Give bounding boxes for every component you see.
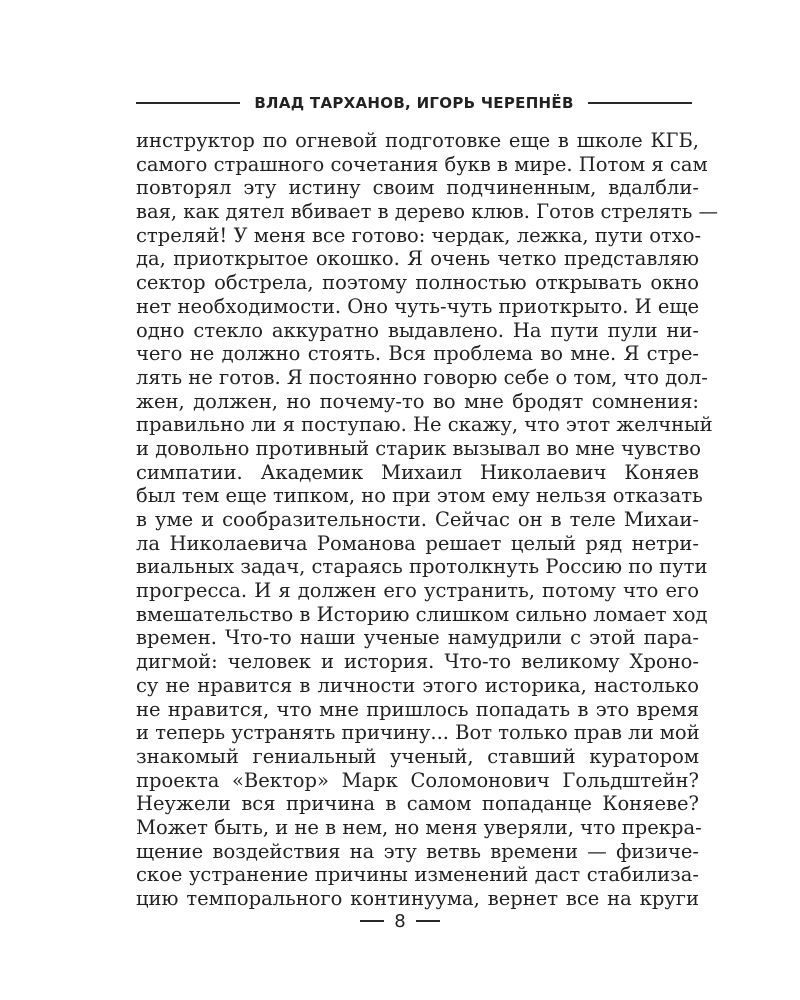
text-line: времен. Что-то наши ученые намудрили с этой пара- [136, 626, 699, 650]
text-line: симпатии. Академик Михаил Николаевич Коняев [136, 460, 699, 484]
text-line: Может быть, и не в нем, но меня уверяли, что прекра- [136, 815, 702, 839]
text-line: сектор обстрела, поэтому полностью открывать окно [136, 271, 699, 295]
text-line: ла Николаевича Романова решает целый ряд нетри- [136, 531, 699, 555]
header-rule-right [588, 102, 692, 104]
text-line: был тем еще типком, но при этом ему нельзя отказать [136, 484, 703, 508]
page-footer [0, 906, 800, 936]
text-line: инструктор по огневой подготовке еще в школе КГБ, [136, 129, 699, 152]
text-line: проекта «Вектор» Марк Соломонович Гольдштейн? [136, 768, 699, 792]
text-line: чего не должно стоять. Вся проблема во мне. Я стре- [136, 342, 699, 366]
text-line: Неужели вся причина в самом попаданце Коняеве? [136, 792, 699, 816]
text-line: дигмой: человек и история. Что-то великому Хроно- [136, 650, 699, 674]
footer-dash-left [360, 920, 384, 922]
page-number: 8 [394, 910, 406, 932]
text-line: да, приоткрытое окошко. Я очень четко представляю [136, 247, 699, 271]
footer-dash-right [416, 920, 440, 922]
text-line: и теперь устранять причину... Вот только прав ли мой [136, 721, 700, 745]
running-header [136, 88, 692, 118]
text-line: лять не готов. Я постоянно говорю себе о том, что дол- [136, 365, 708, 389]
header-rule-left [136, 102, 240, 104]
text-line: в уме и сообразительности. Сейчас он в теле Михаи- [136, 508, 699, 531]
text-line: повторял эту истину своим подчиненным, вдалбли- [136, 176, 699, 200]
text-line: су не нравится в личности этого историка, настолько [136, 673, 699, 697]
text-line: виальных задач, стараясь протолкнуть Россию по пути [136, 555, 708, 579]
text-line: вмешательство в Историю слишком сильно ломает ход [136, 602, 708, 626]
text-line: стреляй! У меня все готово: чердак, лежка, пути отхо- [136, 223, 702, 247]
text-line: ское устранение причины изменений даст стабилиза- [136, 863, 699, 887]
header-authors: ВЛАД ТАРХАНОВ, ИГОРЬ ЧЕРЕПНЁВ [254, 94, 574, 112]
text-line: правильно ли я поступаю. Не скажу, что этот желчный [136, 413, 713, 437]
text-line: прогресса. И я должен его устранить, потому что его [136, 579, 699, 603]
text-line: вая, как дятел вбивает в дерево клюв. Готов стрелять — [136, 200, 719, 224]
text-line: нет необходимости. Оно чуть-чуть приоткрыто. И еще [136, 294, 700, 318]
text-line: и довольно противный старик вызывал во мне чувство [136, 436, 701, 460]
text-line: щение воздействия на эту ветвь времени — физиче- [136, 839, 699, 863]
text-line: знакомый гениальный ученый, ставший куратором [136, 744, 699, 768]
text-line: цию темпорального континуума, вернет все на круги [136, 887, 699, 910]
body-text [136, 129, 719, 911]
text-line: жен, должен, но почему-то во мне бродят сомнения: [136, 389, 699, 413]
text-line: одно стекло аккуратно выдавлено. На пути пули ни- [136, 318, 699, 342]
text-line: самого страшного сочетания букв в мире. Потом я сам [136, 152, 708, 176]
text-line: не нравится, что мне пришлось попадать в это время [136, 697, 699, 721]
